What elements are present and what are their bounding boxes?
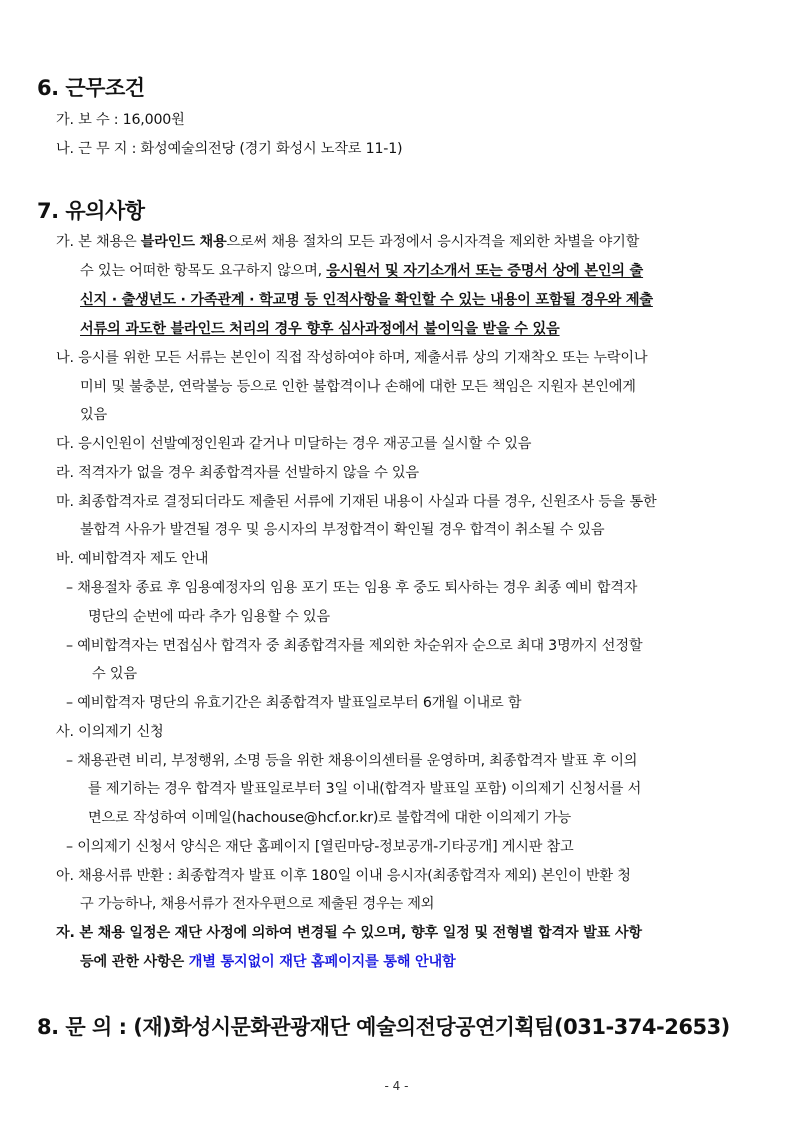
sec7-ja-text: 등에 관한 사항은: [80, 954, 189, 970]
sec6-ga-value: 16,000원: [122, 112, 185, 128]
sec6-na-value: 화성예술의전당 (경기 화성시 노작로 11-1): [140, 141, 403, 157]
sec7-ma-line-1: 마. 최종합격자로 결정되더라도 제출된 서류에 기재된 내용이 사실과 다를 경우, 신원조사 등을 통한: [56, 494, 657, 510]
sec7-a-line-1: 아. 채용서류 반환 : 최종합격자 발표 이후 180일 이내 응시자(최종합격자 제외) 본인이 반환 청: [56, 868, 631, 884]
sec7-ba-item-1-line-2: 명단의 순번에 따라 추가 임용할 수 있음: [88, 609, 330, 625]
sec7-ja-line-2: [80, 953, 456, 971]
sec7-sa-item-1-line-2: 를 제기하는 경우 합격자 발표일로부터 3일 이내(합격자 발표일 포함) 이의제기 신청서를 서: [88, 781, 642, 797]
sec6-na-label: 나. 근 무 지 :: [56, 141, 141, 157]
sec7-sa-item-1-line-1: – 채용관련 비리, 부정행위, 소명 등을 위한 채용이의센터를 운영하며, 최종합격자 발표 후 이의: [66, 753, 638, 769]
sec7-na-line-1: 나. 응시를 위한 모든 서류는 본인이 직접 작성하여야 하며, 제출서류 상의 기재착오 또는 누락이나: [56, 350, 648, 366]
sec7-ga-line-2: [80, 262, 643, 280]
page-number: - 4 -: [384, 1079, 409, 1093]
sec6-item-na: [56, 140, 402, 158]
sec7-na-line-3: 있음: [80, 407, 108, 423]
sec7-ba-item-3: – 예비합격자 명단의 유효기간은 최종합격자 발표일로부터 6개월 이내로 함: [66, 695, 522, 711]
sec7-ga-text: 수 있는 어떠한 항목도 요구하지 않으며,: [80, 263, 327, 279]
sec7-ga-line-4: 서류의 과도한 블라인드 처리의 경우 향후 심사과정에서 불이익을 받을 수 있음: [80, 321, 560, 337]
sec7-ma-line-2: 불합격 사유가 발견될 경우 및 응시자의 부정합격이 확인될 경우 합격이 취소될 수 있음: [80, 522, 605, 538]
sec7-ga-underlined-text: 응시원서 및 자기소개서 또는 증명서 상에 본인의 출: [326, 263, 644, 279]
section-7-title: 7. 유의사항: [37, 199, 145, 223]
sec7-ja-blue-notice: 개별 통지없이 재단 홈페이지를 통해 안내함: [188, 954, 456, 970]
sec6-ga-label: 가. 보 수 :: [56, 112, 123, 128]
sec7-sa-title: 사. 이의제기 신청: [56, 724, 164, 740]
sec7-ga-text: 으로써 채용 절차의 모든 과정에서 응시자격을 제외한 차별을 야기할: [226, 234, 640, 250]
sec7-ba-title: 바. 예비합격자 제도 안내: [56, 551, 209, 567]
section-6-title: 6. 근무조건: [37, 76, 145, 100]
sec7-ba-item-1-line-1: – 채용절차 종료 후 임용예정자의 임용 포기 또는 임용 후 중도 퇴사하는 경우 최종 예비 합격자: [66, 580, 638, 596]
sec7-ja-line-1: 자. 본 채용 일정은 재단 사정에 의하여 변경될 수 있으며, 향후 일정 및 전형별 합격자 발표 사항: [56, 925, 642, 941]
sec7-ga-line-1: [56, 233, 639, 251]
sec7-sa-item-2: – 이의제기 신청서 양식은 재단 홈페이지 [열린마당-정보공개-기타공개] 게시판 참고: [66, 839, 574, 855]
sec7-da: 다. 응시인원이 선발예정인원과 같거나 미달하는 경우 재공고를 실시할 수 있음: [56, 436, 532, 452]
blind-hiring-emphasis: 블라인드 채용: [140, 234, 227, 250]
sec7-na-line-2: 미비 및 불충분, 연락불능 등으로 인한 불합격이나 손해에 대한 모든 책임은 지원자 본인에게: [80, 379, 636, 395]
sec7-ga-line-3: 신지 · 출생년도 · 가족관계 · 학교명 등 인적사항을 확인할 수 있는 내용이 포함될 경우와 제출: [80, 292, 653, 308]
sec7-ga-text: 가. 본 채용은: [56, 234, 141, 250]
sec7-sa-item-1-line-3: 면으로 작성하여 이메일(hachouse@hcf.or.kr)로 불합격에 대한 이의제기 가능: [88, 810, 572, 826]
sec7-ba-item-2-line-2: 수 있음: [92, 666, 137, 682]
sec7-ra: 라. 적격자가 없을 경우 최종합격자를 선발하지 않을 수 있음: [56, 465, 419, 481]
sec6-item-ga: [56, 111, 185, 129]
sec7-a-line-2: 구 가능하나, 채용서류가 전자우편으로 제출된 경우는 제외: [80, 896, 435, 912]
section-8-contact: 8. 문 의 : (재)화성시문화관광재단 예술의전당공연기획팀(031-374-2653): [37, 1015, 730, 1039]
sec7-ba-item-2-line-1: – 예비합격자는 면접심사 합격자 중 최종합격자를 제외한 차순위자 순으로 최대 3명까지 선정할: [66, 638, 643, 654]
